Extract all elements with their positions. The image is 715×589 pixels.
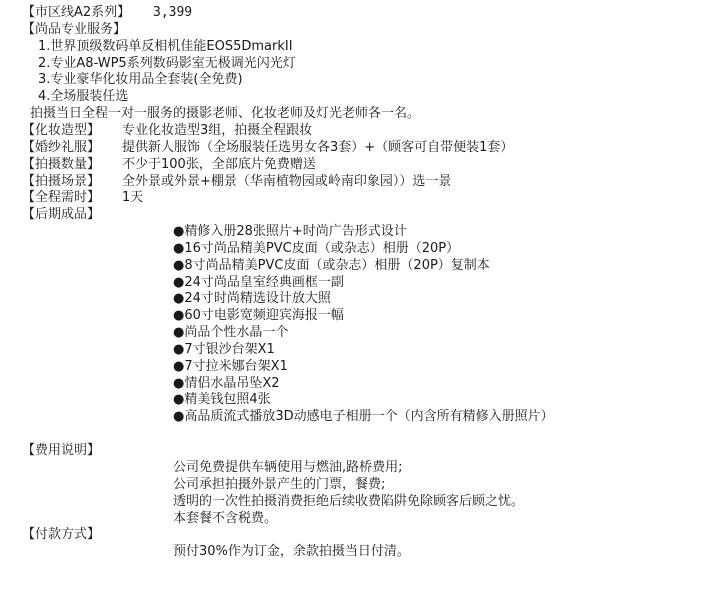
list-item: ●24寸时尚精选设计放大照: [173, 291, 331, 306]
list-item: ●情侣水晶吊坠X2: [173, 376, 280, 391]
fee-item: 公司免费提供车辆使用与燃油,路桥费用;: [173, 460, 403, 475]
service-item: 2.专业A8-WP5系列数码影室无极调光闪光灯: [38, 56, 296, 71]
detail-label-duration: 【全程需时】: [22, 190, 101, 205]
detail-label-makeup: 【化妆造型】: [22, 123, 101, 138]
list-item: ●8寸尚品精美PVC皮面（或杂志）相册（20P）复制本: [173, 258, 490, 273]
detail-label-scene: 【拍摄场景】: [22, 174, 101, 189]
detail-value-quantity: 不少于100张，全部底片免费赠送: [122, 157, 316, 172]
list-item: ●60寸电影宽频迎宾海报一幅: [173, 308, 344, 323]
detail-label-gown: 【婚纱礼服】: [22, 140, 101, 155]
products-heading: 【后期成品】: [22, 207, 101, 222]
fee-item: 公司承担拍摄外景产生的门票，餐费;: [173, 477, 386, 492]
fee-item: 透明的一次性拍摄消费拒绝后续收费陷阱免除顾客后顾之忧。: [173, 494, 525, 509]
payment-text: 预付30%作为订金，余款拍摄当日付清。: [173, 544, 410, 559]
detail-value-gown: 提供新人服饰（全场服装任选男女各3套）+（顾客可自带便装1套）: [122, 140, 514, 155]
service-heading: 【尚品专业服务】: [22, 22, 127, 37]
list-item: ●7寸拉米娜台架X1: [173, 359, 288, 374]
package-price: 3,399: [153, 5, 193, 20]
list-item: ●24寸尚品皇室经典画框一副: [173, 275, 344, 290]
service-item: 1.世界顶级数码单反相机佳能EOS5DmarkII: [38, 39, 293, 54]
list-item: ●7寸银沙台架X1: [173, 342, 275, 357]
service-note: 拍摄当日全程一对一服务的摄影老师、化妆老师及灯光老师各一名。: [30, 106, 421, 121]
service-item: 3.专业豪华化妆用品全套装(全免费): [38, 72, 243, 87]
detail-value-makeup: 专业化妆造型3组，拍摄全程跟妆: [122, 123, 313, 138]
fees-heading: 【费用说明】: [22, 443, 101, 458]
fee-item: 本套餐不含税费。: [173, 511, 278, 526]
list-item: ●16寸尚品精美PVC皮面（或杂志）相册（20P）: [173, 241, 460, 256]
payment-heading: 【付款方式】: [22, 527, 101, 542]
list-item: ●高品质流式播放3D动感电子相册一个（内含所有精修入册照片）: [173, 409, 554, 424]
list-item: ●尚品个性水晶一个: [173, 325, 289, 340]
package-label: 【市区线A2系列】: [22, 5, 131, 20]
list-item: ●精美钱包照4张: [173, 392, 271, 407]
detail-value-scene: 全外景或外景+棚景（华南植物园或岭南印象园））选一景: [122, 174, 452, 189]
detail-value-duration: 1天: [122, 190, 144, 205]
detail-label-quantity: 【拍摄数量】: [22, 157, 101, 172]
list-item: ●精修入册28张照片+时尚广告形式设计: [173, 224, 407, 239]
service-item: 4.全场服装任选: [38, 89, 129, 104]
